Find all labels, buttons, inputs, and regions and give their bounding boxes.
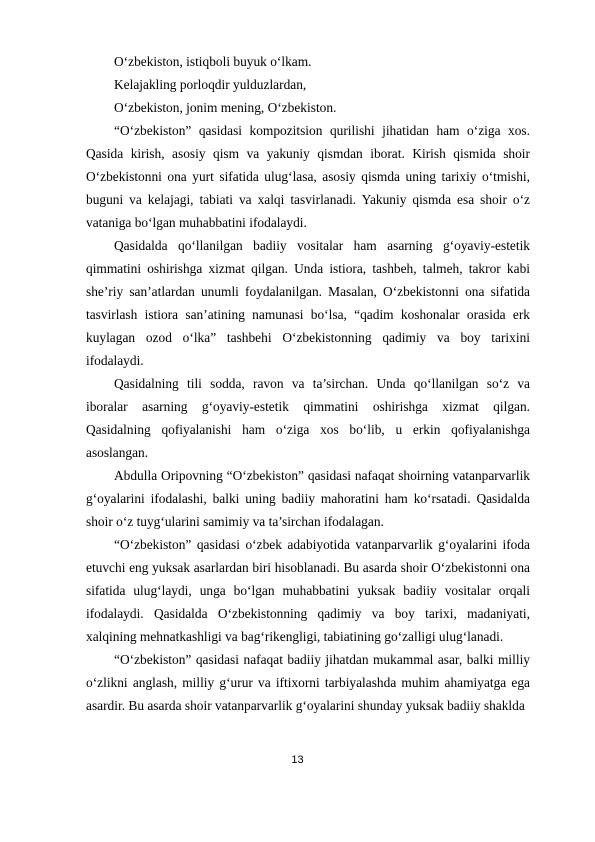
verse-line: O‘zbekiston, istiqboli buyuk o‘lkam. [114,54,312,69]
verse-line: Kelajakling porloqdir yulduzlardan, [114,77,307,92]
paragraph-patriotism: “O‘zbekiston” qasidasi o‘zbek adabiyotida vatanparvarlik g‘oyalarini ifoda etuvchi eng yuksak asarlardan biri hisoblanadi. Bu asarda shoir O‘zbekistonni ona sifatida ulug‘laydi, unga bo‘lgan muhabbatini yuksak badiiy vositalar orqali ifodalaydi. Qasidalda O‘zbekistonning qadimiy va boy tarixi, madaniyati, xalqining mehnatkashligi va bag‘rikengligi, tabiatining go‘zalligi ulug‘lanadi. [86,537,530,644]
paragraph-composition: “O‘zbekiston” qasidasi kompozitsion qurilishi jihatidan ham o‘ziga xos. Qasida kirish, asosiy qism va yakuniy qismdan iborat. Kirish qismida shoir O‘zbekistonni ona yurt sifatida ulug‘lasa, asosiy qismda uning tarixiy o‘tmishi, buguni va kelajagi, tabiati va xalqi tasvirlanadi. Yakuniy qismda esa shoir o‘z vataniga bo‘lgan muhabbatini ifodalaydi. [86,123,530,230]
verse-line: O‘zbekiston, jonim mening, O‘zbekiston. [114,100,337,115]
paragraph-national-identity: “O‘zbekiston” qasidasi nafaqat badiiy jihatdan mukammal asar, balki milliy o‘zlikni anglash, milliy g‘urur va iftixorni tarbiyalashda muhim ahamiyatga ega asardir. Bu asarda shoir vatanparvarlik g‘oyalarini shunday yuksak badiiy shaklda [86,652,530,713]
document-page [86,50,530,717]
paragraph-artistic-devices: Qasidalda qo‘llanilgan badiiy vositalar ham asarning g‘oyaviy-estetik qimmatini oshirishga xizmat qilgan. Unda istiora, tashbeh, talmeh, takror kabi she’riy san’atlardan unumli foydalanilgan. Masalan, O‘zbekistonni ona sifatida tasvirlash istiora san’atining namunasi bo‘lsa, “qadim koshonalar orasida erk kuylagan ozod o‘lka” tashbehi O‘zbekistonning qadimiy va boy tarixini ifodalaydi. [86,238,530,368]
paragraph-language: Qasidalning tili sodda, ravon va ta’sirchan. Unda qo‘llanilgan so‘z va iboralar asarning g‘oyaviy-estetik qimmatini oshirishga xizmat qilgan. Qasidalning qofiyalanishi ham o‘ziga xos bo‘lib, u erkin qofiyalanishga asoslangan. [86,376,530,460]
page-number: 13 [291,754,304,766]
paragraph-mastery: Abdulla Oripovning “O‘zbekiston” qasidasi nafaqat shoirning vatanparvarlik g‘oyalarini ifodalashi, balki uning badiiy mahoratini ham ko‘rsatadi. Qasidalda shoir o‘z tuyg‘ularini samimiy va ta’sirchan ifodalagan. [86,468,530,529]
